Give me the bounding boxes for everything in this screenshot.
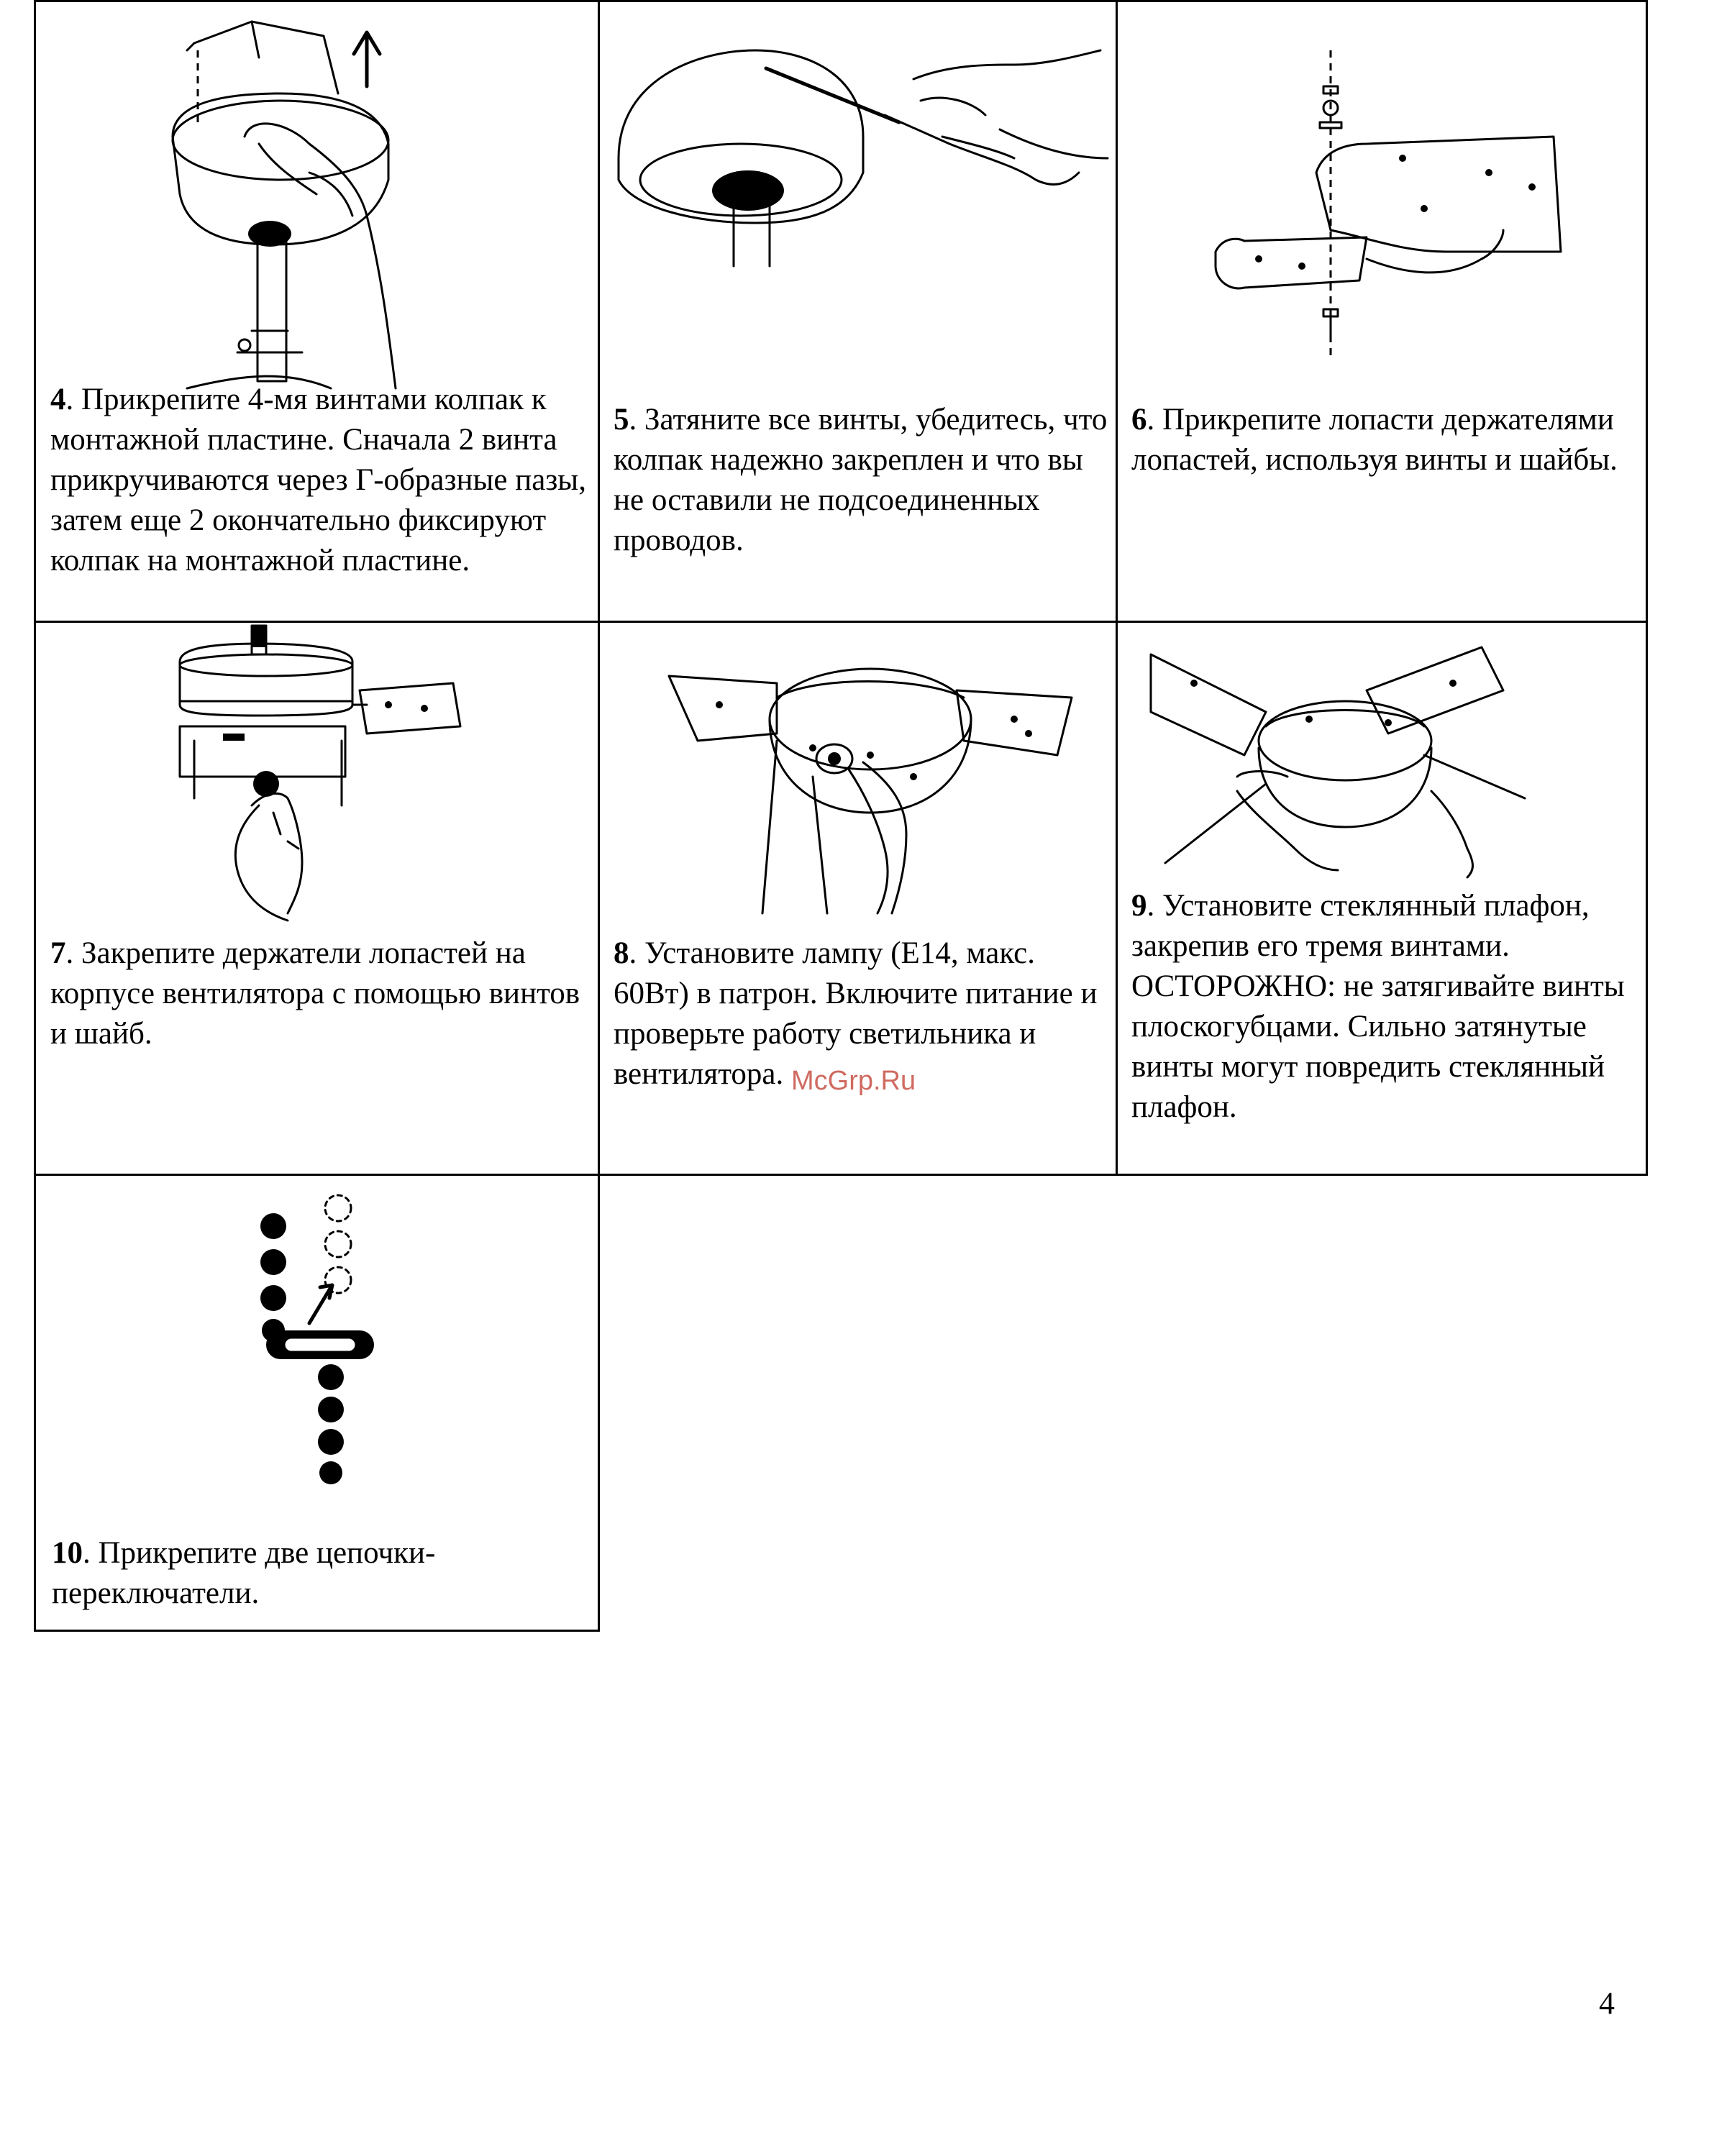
step-number: 7: [50, 936, 66, 970]
grid-top: [34, 0, 1647, 2]
grid-row3-bottom: [34, 1630, 599, 1632]
step-5-caption: [614, 400, 1110, 561]
step-text: . Прикрепите 4-мя винтами колпак к монтажной пластине. Сначала 2 винта прикручиваются через Г-образные пазы, затем еще 2 окончательно фиксируют колпак на монтажной пластине.: [50, 383, 586, 577]
step-4-caption: [50, 380, 593, 581]
step-6-illustration: [1187, 43, 1575, 360]
step-9-caption: [1131, 886, 1635, 1128]
grid-row1-bottom: [34, 621, 1647, 623]
step-number: 9: [1131, 889, 1147, 923]
step-8-illustration: [669, 633, 1072, 913]
step-10-illustration: [245, 1187, 388, 1481]
grid-left: [34, 0, 36, 1632]
step-text: . Установите стеклянный плафон, закрепив его тремя винтами. ОСТОРОЖНО: не затягивайте винты плоскогубцами. Сильно затянутые винты могут повредить стеклянный плафон.: [1131, 889, 1625, 1124]
page-number: 4: [1599, 1986, 1615, 2021]
step-6-caption: [1131, 400, 1635, 480]
step-text: . Прикрепите две цепочки-переключатели.: [52, 1536, 436, 1610]
grid-right: [1646, 0, 1648, 1176]
grid-col2-right: [1116, 0, 1118, 1176]
step-number: 8: [614, 936, 629, 970]
step-7-illustration: [158, 626, 475, 928]
step-text: . Закрепите держатели лопастей на корпусе вентилятора с помощью винтов и шайб.: [50, 936, 580, 1051]
step-text: . Прикрепите лопасти держателями лопастей, используя винты и шайбы.: [1131, 403, 1618, 477]
step-9-illustration: [1151, 633, 1525, 877]
step-text: . Затяните все винты, убедитесь, что колпак надежно закреплен и что вы не оставили не подсоединенных проводов.: [614, 403, 1108, 557]
watermark: McGrp.Ru: [791, 1066, 916, 1096]
grid-row2-bottom: [34, 1174, 1647, 1176]
grid-col1-right: [598, 0, 600, 1632]
step-4-illustration: [144, 14, 446, 388]
step-5-illustration: [611, 36, 1115, 273]
step-7-caption: [50, 933, 593, 1054]
step-text: . Установите лампу (E14, макс. 60Вт) в патрон. Включите питание и проверьте работу светильника и вентилятора.: [614, 936, 1098, 1091]
step-10-caption: [52, 1533, 555, 1614]
step-number: 10: [52, 1536, 83, 1570]
step-number: 5: [614, 403, 629, 437]
step-number: 4: [50, 383, 66, 416]
step-number: 6: [1131, 403, 1147, 437]
